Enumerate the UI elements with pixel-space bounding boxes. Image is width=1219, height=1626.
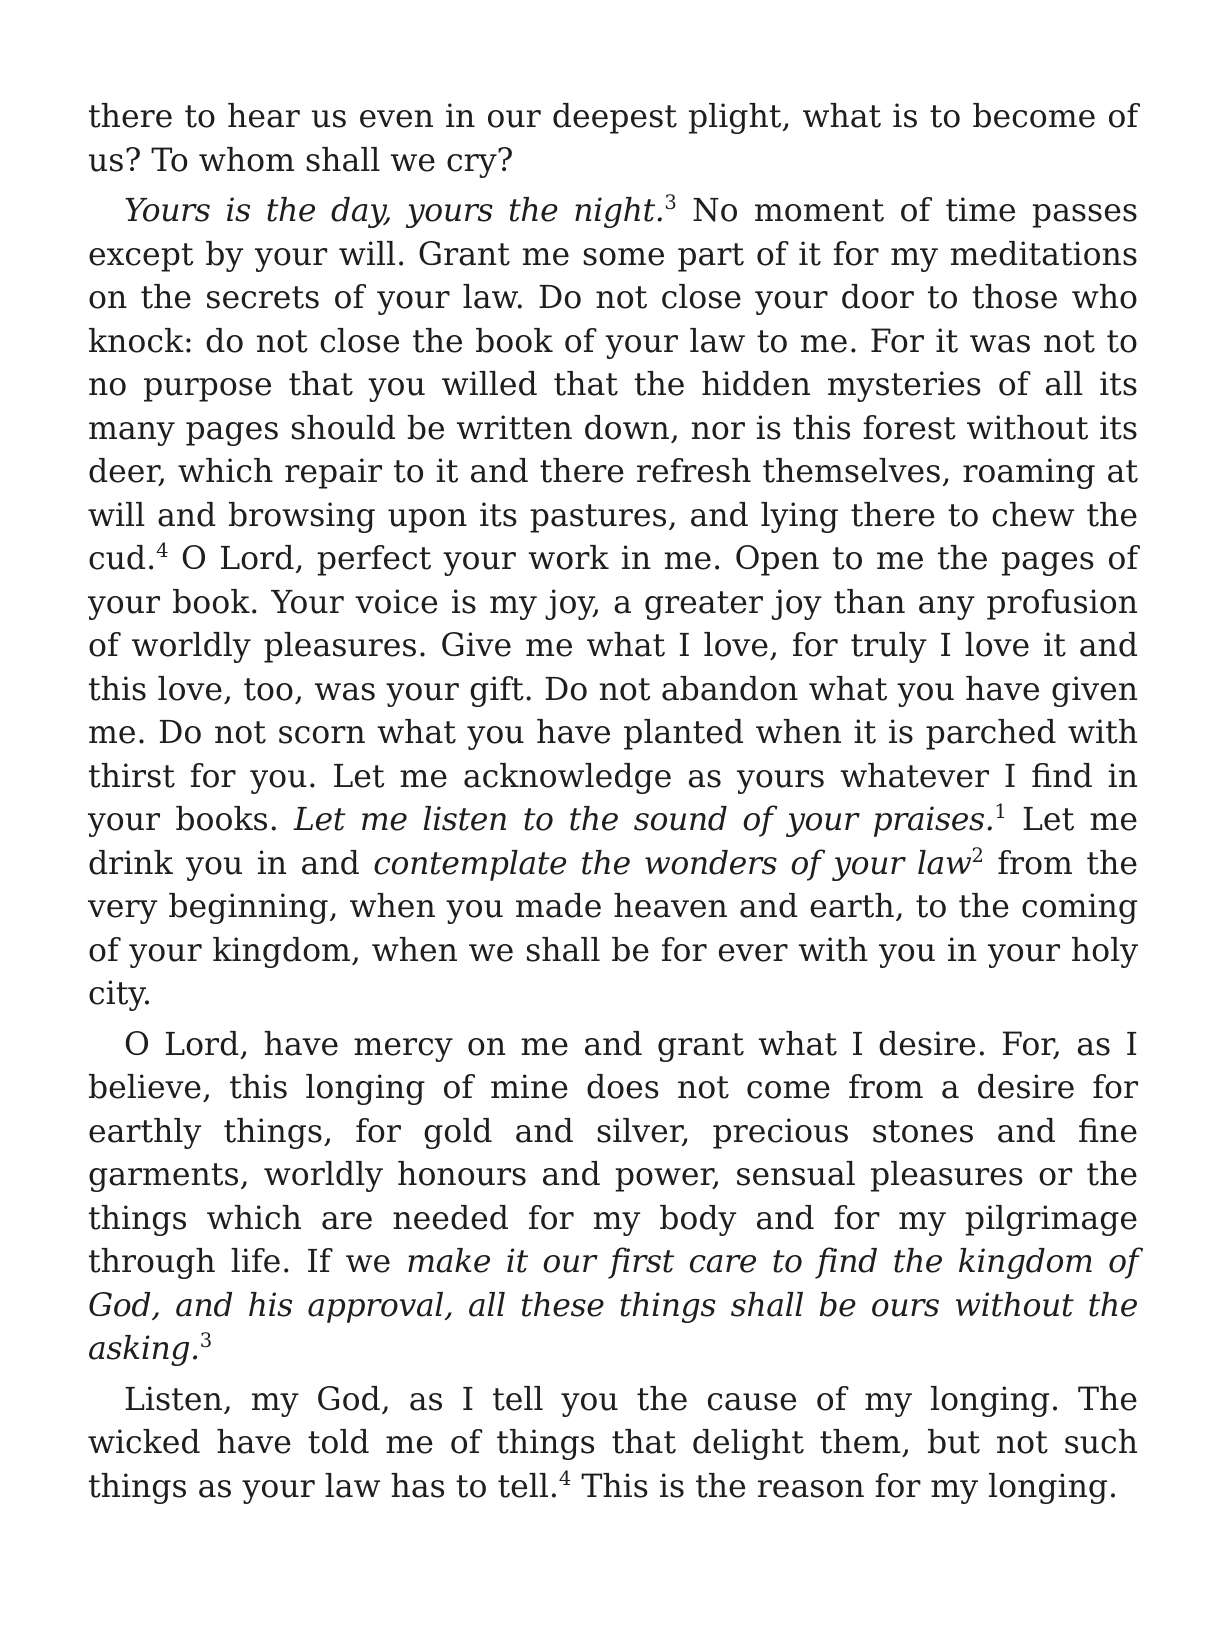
footnote-marker: 4 bbox=[558, 1466, 572, 1490]
text-run: This is the reason for my longing. bbox=[571, 1468, 1119, 1505]
italic-quotation: Let me listen to the sound of your praises. bbox=[293, 802, 995, 838]
paragraph bbox=[88, 190, 1138, 1017]
text-run: Listen, my God, as I tell you the cause of my longing. The wicked have told me of things that delight them, but not such things as your law has to tell. bbox=[88, 1381, 1138, 1505]
footnote-marker: 1 bbox=[994, 799, 1007, 823]
text-run: O Lord, have mercy on me and grant what I desire. For, as I believe, this longing of mine does not come from a desire for earthly things, for gold and silver, precious stones and fine garments, worldly honours and power, sensual pleasures or the things which are needed for my body and for my pilgrimage through life. If we bbox=[88, 1026, 1138, 1280]
footnote-marker: 3 bbox=[199, 1328, 213, 1352]
paragraph bbox=[88, 1024, 1138, 1372]
text-run: No moment of time passes except by your will. Grant me some part of it for my meditations on the secrets of your law. Do not close your door to those who knock: do not close the book of your law to me. For it was not to no purpose that you willed that the hidden mysteries of all its many pages should be written down, nor is this forest without its deer, which repair to it and there refresh themselves, roaming at will and browsing upon its pastures, and lying there to chew the cud. bbox=[88, 193, 1139, 577]
italic-quotation: Yours is the day, yours the night. bbox=[124, 193, 665, 229]
paragraph bbox=[88, 1379, 1138, 1510]
text-run: from the very beginning, when you made heaven and earth, to the coming of your kingdom, when we shall be for ever with you in your holy city. bbox=[88, 845, 1139, 1012]
italic-quotation: contemplate the wonders of your law bbox=[373, 845, 972, 882]
footnote-marker: 4 bbox=[156, 538, 169, 562]
paragraph bbox=[88, 96, 1138, 183]
footnote-marker: 2 bbox=[971, 843, 984, 867]
italic-quotation: make it our first care to find the kingdom of God, and his approval, all these things shall be ours without the asking. bbox=[88, 1244, 1139, 1367]
text-run: there to hear us even in our deepest plight, what is to become of us? To whom shall we cry? bbox=[88, 99, 1138, 179]
text-run: Let me drink you in and bbox=[88, 802, 1138, 882]
text-run: O Lord, perfect your work in me. Open to me the pages of your book. Your voice is my joy, a greater joy than any profusion of worldly pleasures. Give me what I love, for truly I love it and this love, too, was your gift. Do not abandon what you have given me. Do not scorn what you have planted when it is parched with thirst for you. Let me acknowledge as yours whatever I find in your books. bbox=[88, 541, 1138, 838]
footnote-marker: 3 bbox=[664, 190, 677, 214]
page-body bbox=[88, 96, 1138, 1516]
